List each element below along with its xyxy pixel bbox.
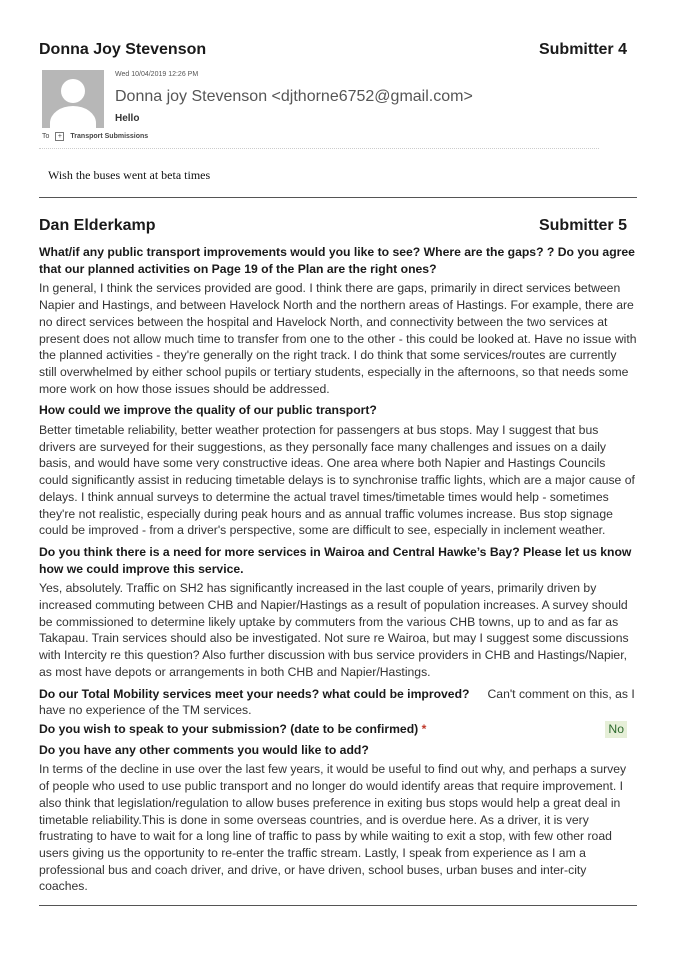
- person-silhouette-icon: [42, 70, 104, 128]
- to-label: To: [42, 133, 50, 140]
- answer-4: Can't comment on this, as I have no experience of the TM services.: [39, 686, 635, 718]
- answer-3: Yes, absolutely. Traffic on SH2 has significantly increased in the last couple of years, primarily driven by increased commuting between CHB and Napier/Hastings as a result of population increases. A survey should be commissioned to determine likely uptake by commuters from the various CHB towns, up to and as far as Takapau. Train services should also be investigated. Not sure re Wairoa, but may I suggest some discussions with Intercity re this question? Also further discussion with bus service providers in CHB and Hastings/Napier, as most have depots or arrangements in both CHB and Napier/Hastings.: [39, 581, 629, 679]
- recipient-name: Transport Submissions: [70, 133, 149, 140]
- email-message-body: Wish the buses went at beta times: [48, 168, 211, 182]
- email-subject: Hello: [115, 113, 140, 124]
- answer-2: Better timetable reliability, better weather protection for passengers at bus stops. May I suggest that bus drivers are surveyed for their suggestions, as they personally face many challenges and issues on a daily basis, and would have some very constructive ideas. One area where both Napier and Hastings Councils could significantly assist in reducing timetable delays is to synchronise traffic lights, which are a major cause of delays. I think annual surveys to determine the actual travel times/timetable times would help - sometimes they're not realistic, especially during peak hours and as annual traffic volumes increase. Bus stop signage could be improved - from a driver's perspective, some are difficult to see, especially in inclement weather.: [39, 423, 635, 538]
- email-date: Wed 10/04/2019 12:26 PM: [115, 71, 199, 78]
- question-4: Do our Total Mobility services meet your needs? what could be improved?: [39, 686, 470, 701]
- question-5-row: [39, 721, 637, 738]
- required-marker: *: [421, 721, 427, 736]
- submitter-name: Donna Joy Stevenson: [39, 41, 207, 58]
- question-5: Do you wish to speak to your submission? (date to be confirmed): [39, 721, 419, 736]
- email-screenshot: [39, 68, 599, 150]
- answer-5: No: [605, 721, 627, 738]
- submitter-number: Submitter 4: [538, 41, 627, 58]
- email-sender: Donna joy Stevenson <djthorne6752@gmail.com>: [115, 88, 473, 105]
- expand-plus-icon: +: [55, 132, 64, 141]
- answer-6: In terms of the decline in use over the last few years, it would be useful to find out why, and perhaps a survey of people who used to use public transport and no longer do would identify areas that require improvement. I also think that legislation/regulation to allow buses preference in exiting bus stops would help a great deal in timetable reliability.This is done in some overseas countries, and is overdue here. As a driver, it is very frustrating to have to wait for a long line of traffic to pass by while waiting to exit a stop, with few other road users giving us the opportunity to re-enter the traffic stream. Lastly, I speak from experience as I am a professional bus and coach driver, and drive, or have driven, school buses, urban buses and inter-city coaches.: [39, 762, 627, 894]
- question-4-row: [39, 686, 637, 719]
- section-divider: [39, 197, 637, 198]
- answer-1: In general, I think the services provided are good. I think there are gaps, primarily in direct services between Napier and Hastings, and between Havelock North and the northern areas of Hastings. For example, there are no direct services between the hospital and Havelock North, and connectivity between the two services at present does not allow much time to transfer from one to the other - this could be looked at. Have no issue with the planned activities - they're generally on the right track. I do think that some services/routes are currently still overwhelmed by either school pupils or tertiary students, especially in the afternoons, so that needs some more work on how those issues should be addressed.: [39, 281, 637, 396]
- submission-5-header: [39, 217, 627, 235]
- submitter-number: Submitter 5: [538, 217, 627, 234]
- question-3: Do you think there is a need for more services in Wairoa and Central Hawke’s Bay? Please let us know how we could improve this service.: [39, 544, 632, 576]
- email-recipients: [42, 132, 148, 141]
- question-1: What/if any public transport improvements would you like to see? Where are the gaps? ? Do you agree that our planned activities on Page 19 of the Plan are the right ones?: [39, 245, 635, 276]
- question-2: How could we improve the quality of our public transport?: [39, 403, 377, 418]
- bottom-divider: [39, 905, 637, 906]
- submission-4-header: [39, 41, 627, 59]
- submission-5-responses: [39, 244, 637, 900]
- question-6: Do you have any other comments you would like to add?: [39, 742, 369, 757]
- submitter-name: Dan Elderkamp: [39, 217, 156, 234]
- email-divider: [39, 148, 599, 149]
